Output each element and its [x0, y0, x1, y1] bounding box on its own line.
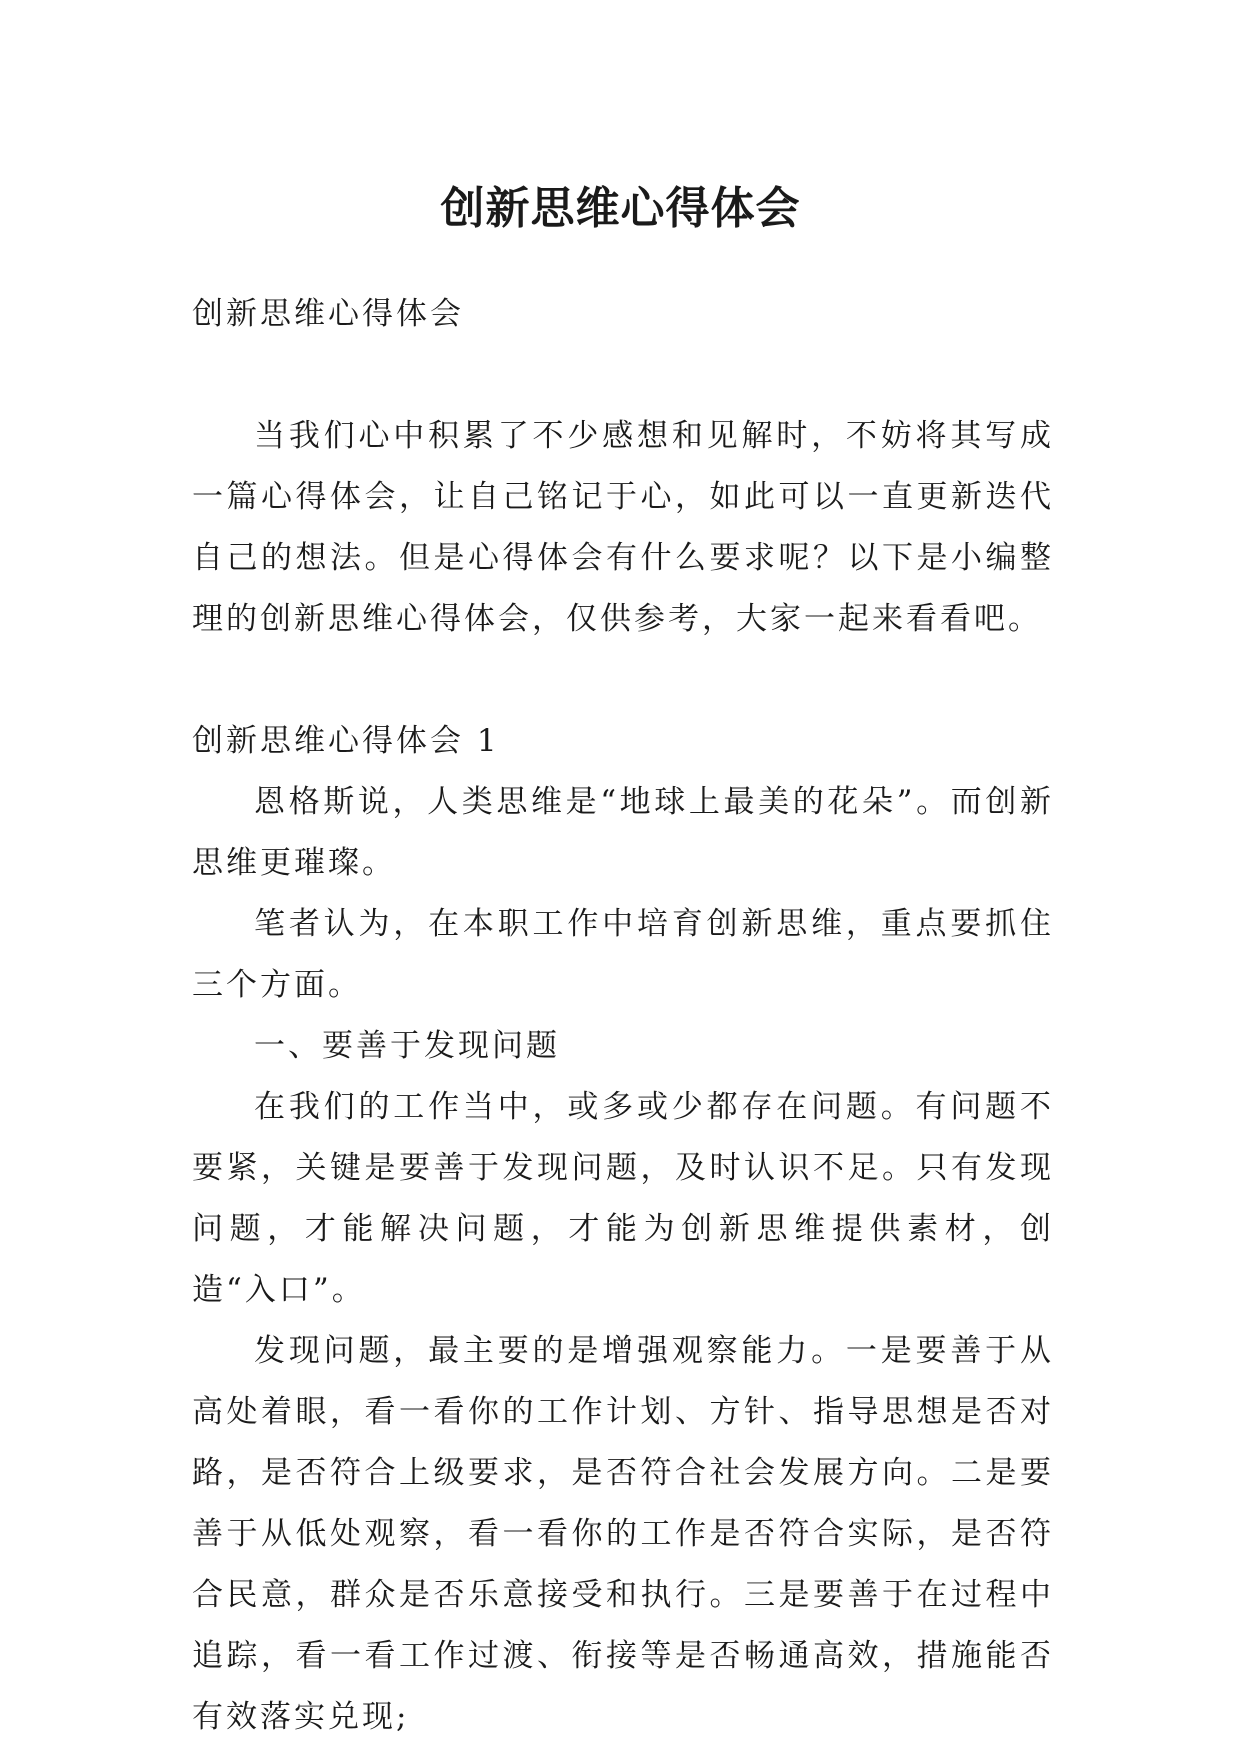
intro-paragraph: 当我们心中积累了不少感想和见解时，不妨将其写成一篇心得体会，让自己铭记于心，如此可以一直更新迭代自己的想法。但是心得体会有什么要求呢？以下是小编整理的创新思维心得体会，仅供参考，大家一起来看看吧。 [192, 418, 1054, 637]
section-heading: 一、要善于发现问题 [254, 1028, 560, 1064]
paragraph: 在我们的工作当中，或多或少都存在问题。有问题不要紧，关键是要善于发现问题，及时认识不足。只有发现问题，才能解决问题，才能为创新思维提供素材，创造“入口”。 [192, 1089, 1054, 1308]
document-body [192, 284, 1054, 1748]
document-title: 创新思维心得体会 [440, 183, 801, 235]
paragraph: 恩格斯说，人类思维是“地球上最美的花朵”。而创新思维更璀璨。 [192, 784, 1054, 881]
section-title: 创新思维心得体会 1 [192, 723, 500, 759]
paragraph: 笔者认为，在本职工作中培育创新思维，重点要抓住三个方面。 [192, 906, 1054, 1003]
document-subtitle: 创新思维心得体会 [192, 296, 464, 332]
paragraph: 发现问题，最主要的是增强观察能力。一是要善于从高处着眼，看一看你的工作计划、方针、指导思想是否对路，是否符合上级要求，是否符合社会发展方向。二是要善于从低处观察，看一看你的工作是否符合实际，是否符合民意，群众是否乐意接受和执行。三是要善于在过程中追踪，看一看工作过渡、衔接等是否畅通高效，措施能否有效落实兑现; [192, 1333, 1054, 1735]
